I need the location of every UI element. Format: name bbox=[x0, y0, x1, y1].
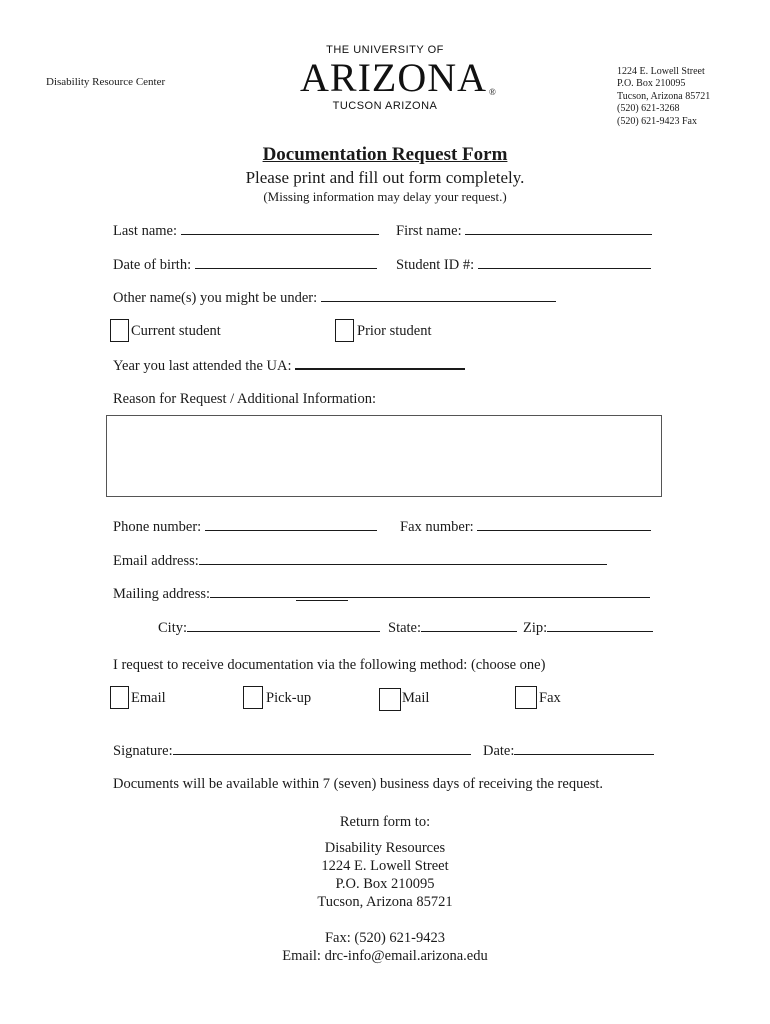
reason-textarea[interactable] bbox=[106, 415, 662, 497]
email-label: Email address: bbox=[113, 553, 199, 569]
signature-label: Signature: bbox=[113, 743, 173, 759]
other-names-field[interactable] bbox=[321, 289, 556, 302]
date-row bbox=[483, 742, 654, 760]
state-label: State: bbox=[388, 620, 422, 636]
address-line: 1224 E. Lowell Street bbox=[617, 66, 705, 77]
return-email: Email: drc-info@email.arizona.edu bbox=[282, 948, 488, 964]
email-row bbox=[113, 552, 607, 570]
first-name-field[interactable] bbox=[465, 222, 652, 235]
email-field[interactable] bbox=[199, 552, 607, 565]
method-mail-checkbox[interactable] bbox=[379, 688, 401, 711]
phone-row bbox=[113, 518, 377, 536]
return-line: Tucson, Arizona 85721 bbox=[317, 894, 453, 910]
last-name-label: Last name: bbox=[113, 223, 178, 239]
fax-label: Fax number: bbox=[400, 519, 474, 535]
zip-label: Zip: bbox=[523, 620, 548, 636]
return-line: Disability Resources bbox=[324, 840, 446, 856]
form-subtitle: Please print and fill out form completely. bbox=[245, 168, 525, 187]
last-name-field[interactable] bbox=[181, 222, 379, 235]
method-fax-label: Fax bbox=[539, 690, 561, 706]
city-label: City: bbox=[158, 620, 188, 636]
year-last-label: Year you last attended the UA: bbox=[113, 358, 292, 374]
dob-label: Date of birth: bbox=[113, 257, 192, 273]
student-id-row bbox=[396, 256, 651, 274]
address-line: P.O. Box 210095 bbox=[617, 78, 686, 90]
other-names-row bbox=[113, 289, 556, 307]
zip-field[interactable] bbox=[547, 619, 653, 632]
address-line: Tucson, Arizona 85721 bbox=[617, 90, 711, 102]
fax-row bbox=[400, 518, 651, 536]
date-field[interactable] bbox=[514, 742, 654, 755]
form-title: Documentation Request Form bbox=[262, 144, 508, 165]
prior-student-label: Prior student bbox=[357, 323, 432, 339]
first-name-row bbox=[396, 222, 652, 240]
return-heading: Return form to: bbox=[339, 814, 431, 830]
signature-field[interactable] bbox=[173, 742, 471, 755]
availability-note: Documents will be available within 7 (seven) business days of receiving the request. bbox=[113, 776, 604, 792]
return-fax: Fax: (520) 621-9423 bbox=[324, 930, 445, 946]
city-row bbox=[158, 619, 380, 637]
current-student-checkbox[interactable] bbox=[110, 319, 129, 342]
mailing-label: Mailing address: bbox=[113, 586, 211, 602]
year-last-field[interactable] bbox=[295, 356, 465, 370]
method-mail-label: Mail bbox=[402, 690, 430, 706]
zip-row bbox=[523, 619, 653, 637]
phone-field[interactable] bbox=[205, 518, 377, 531]
method-email-label: Email bbox=[131, 690, 166, 706]
state-field[interactable] bbox=[421, 619, 517, 632]
other-names-label: Other name(s) you might be under: bbox=[113, 290, 318, 306]
address-phone: (520) 621-3268 bbox=[617, 103, 680, 115]
mailing-field[interactable] bbox=[210, 585, 650, 598]
method-pickup-label: Pick-up bbox=[266, 690, 312, 706]
registered-mark: ® bbox=[488, 87, 497, 97]
mailing-row bbox=[113, 585, 650, 603]
logo-bottom-text: TUCSON ARIZONA bbox=[332, 100, 438, 112]
prior-student-checkbox[interactable] bbox=[335, 319, 354, 342]
current-student-label: Current student bbox=[131, 323, 221, 339]
mailing-underline-mark bbox=[296, 600, 348, 601]
method-fax-checkbox[interactable] bbox=[515, 686, 537, 709]
city-field[interactable] bbox=[187, 619, 380, 632]
return-line: 1224 E. Lowell Street bbox=[321, 858, 449, 874]
student-id-label: Student ID #: bbox=[396, 257, 475, 273]
logo-wordmark bbox=[300, 55, 497, 100]
dob-field[interactable] bbox=[195, 256, 377, 269]
reason-label: Reason for Request / Additional Information: bbox=[113, 391, 376, 407]
student-id-field[interactable] bbox=[478, 256, 651, 269]
logo-name: ARIZONA bbox=[300, 55, 487, 100]
phone-label: Phone number: bbox=[113, 519, 202, 535]
date-label: Date: bbox=[483, 743, 515, 759]
fax-field[interactable] bbox=[477, 518, 651, 531]
address-fax: (520) 621-9423 Fax bbox=[617, 115, 697, 127]
return-line: P.O. Box 210095 bbox=[335, 876, 435, 892]
first-name-label: First name: bbox=[396, 223, 462, 239]
method-prompt: I request to receive documentation via the following method: (choose one) bbox=[113, 657, 546, 673]
university-logo bbox=[300, 44, 497, 112]
dob-row bbox=[113, 256, 377, 274]
form-note: (Missing information may delay your request.) bbox=[263, 189, 507, 204]
signature-row bbox=[113, 742, 471, 760]
state-row bbox=[388, 619, 517, 637]
year-last-row bbox=[113, 356, 465, 375]
header-address bbox=[617, 66, 710, 128]
method-email-checkbox[interactable] bbox=[110, 686, 129, 709]
method-pickup-checkbox[interactable] bbox=[243, 686, 263, 709]
logo-top-text: THE UNIVERSITY OF bbox=[326, 44, 444, 56]
department-name: Disability Resource Center bbox=[46, 76, 166, 88]
last-name-row bbox=[113, 222, 379, 240]
